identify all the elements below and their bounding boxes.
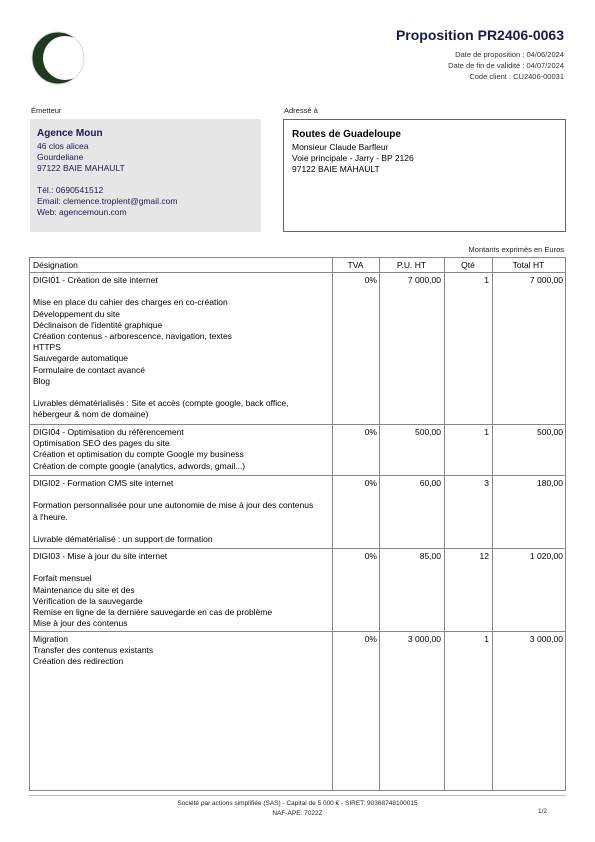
- row-tva: 0%: [364, 634, 377, 644]
- row-designation: Migration Transfer des contenus existants Création des redirection: [33, 634, 154, 667]
- recipient-address-line: Monsieur Claude Barfleur: [292, 142, 389, 152]
- issuer-address-line: 97122 BAIE MAHAULT: [37, 163, 125, 173]
- row-quantity: 1: [484, 427, 489, 437]
- row-tva: 0%: [364, 275, 377, 285]
- table-row: [30, 475, 565, 549]
- row-unit-price: 500,00: [415, 427, 441, 437]
- document-title: Proposition PR2406-0063: [395, 27, 564, 43]
- recipient-label: Adressé à: [284, 106, 318, 115]
- recipient-box: [283, 119, 566, 232]
- header-tva: TVA: [347, 260, 364, 270]
- row-unit-price: 85,00: [419, 551, 441, 561]
- recipient-address-line: Voie principale - Jarry - BP 2126: [292, 153, 414, 163]
- header-total-ht: Total HT: [512, 260, 545, 270]
- row-unit-price: 3 000,00: [407, 634, 441, 644]
- table-row: [30, 272, 565, 425]
- row-designation: DIGI02 - Formation CMS site internet Formation personnalisée pour une autonomie de mise à jour des contenus à l'heure. Livrable dématérialisé : un support de formation: [33, 478, 314, 544]
- row-quantity: 3: [484, 478, 489, 488]
- row-total: 3 000,00: [529, 634, 563, 644]
- page-number: 1/2: [537, 808, 547, 815]
- currency-note: Montants exprimés en Euros: [468, 245, 564, 254]
- recipient-name: Routes de Guadeloupe: [292, 129, 401, 140]
- header-qty: Qté: [461, 260, 475, 270]
- proposal-date: Date de proposition : 04/06/2024: [455, 50, 564, 59]
- table-row: [30, 424, 565, 476]
- issuer-name: Agence Moun: [37, 128, 103, 139]
- issuer-phone: Tél.: 0690541512: [37, 185, 104, 195]
- row-designation: DIGI03 - Mise à jour du site internet Forfait mensuel Maintenance du site et des Vérification de la sauvegarde Remise en ligne de la dernière sauvegarde en cas de problème Mise à jour des contenus: [33, 551, 273, 629]
- document-meta: [448, 49, 564, 82]
- items-table: [29, 257, 566, 791]
- header-designation: Désignation: [33, 260, 78, 270]
- legal-line-2: NAF-APE: 7022Z: [272, 809, 323, 817]
- row-quantity: 12: [479, 551, 489, 561]
- row-unit-price: 7 000,00: [407, 275, 441, 285]
- issuer-email: Email: clemence.troplent@gmail.com: [37, 196, 178, 206]
- issuer-box: [30, 119, 261, 232]
- row-total: 180,00: [537, 478, 563, 488]
- company-logo: [30, 30, 86, 86]
- table-row: [30, 548, 565, 632]
- row-total: 7 000,00: [529, 275, 563, 285]
- row-tva: 0%: [364, 427, 377, 437]
- row-tva: 0%: [364, 551, 377, 561]
- issuer-address-line: Gourdeliane: [37, 152, 84, 162]
- row-quantity: 1: [484, 275, 489, 285]
- row-designation: DIGI01 - Création de site internet Mise en place du cahier des charges en co-création Développement du site Déclinaison de l'identité graphique Création contenus - arborescence, navigation, textes HTTPS Sauvegarde automatique Formulaire de contact avancé Blog Livrables dématérialisés : Site et accès (compte google, back office, hébergeur & nom de domaine): [33, 275, 289, 420]
- legal-footer: [0, 799, 595, 818]
- issuer-web: Web: agencemoun.com: [37, 207, 127, 217]
- issuer-address-line: 46 clos alicea: [37, 141, 89, 151]
- row-quantity: 1: [484, 634, 489, 644]
- client-code: Code client : CU2406-00031: [469, 72, 564, 81]
- row-tva: 0%: [364, 478, 377, 488]
- row-unit-price: 60,00: [419, 478, 441, 488]
- row-total: 1 020,00: [529, 551, 563, 561]
- table-header: [30, 258, 565, 273]
- header-pu-ht: P.U. HT: [396, 260, 427, 270]
- issuer-label: Émetteur: [31, 106, 62, 115]
- row-designation: DIGI04 - Optimisation du référencement Optimisation SEO des pages du site Création et optimisation du compte Google my business Création de compte google (analytics, adwords, gmail...): [33, 427, 246, 471]
- recipient-address-line: 97122 BAIE MAHAULT: [292, 164, 380, 174]
- table-row: [30, 631, 565, 789]
- row-total: 500,00: [537, 427, 563, 437]
- legal-line-1: Société par actions simplifiée (SAS) - Capital de 5 000 € - SIRET: 90368748100015: [177, 800, 418, 807]
- validity-date: Date de fin de validité : 04/07/2024: [448, 61, 564, 70]
